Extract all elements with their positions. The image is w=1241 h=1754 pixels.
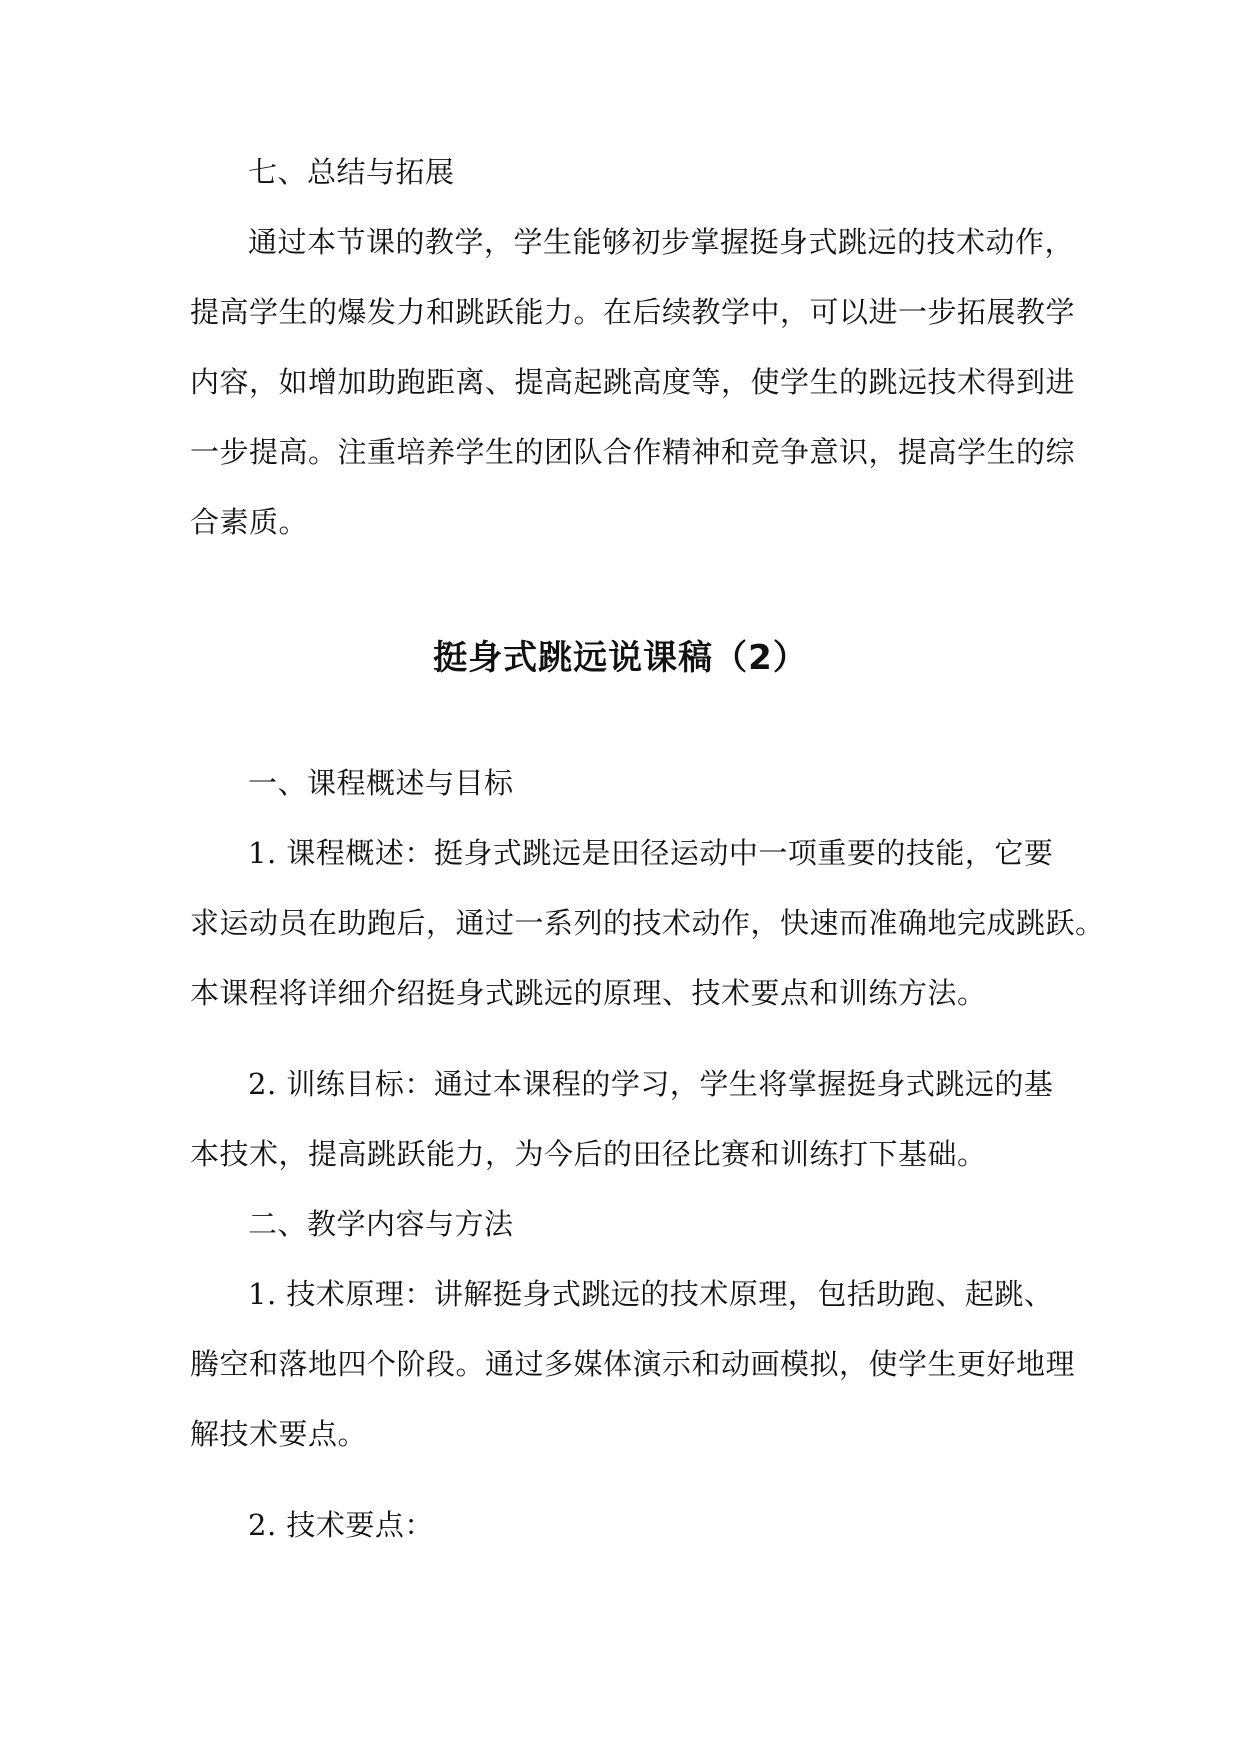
paragraph-line: 2. 训练目标：通过本课程的学习，学生将掌握挺身式跳远的基 (248, 1067, 1054, 1101)
paragraph-line: 解技术要点。 (190, 1417, 368, 1451)
paragraph-line: 1. 课程概述：挺身式跳远是田径运动中一项重要的技能，它要 (248, 836, 1054, 870)
paragraph-line: 合素质。 (190, 505, 309, 539)
paragraph-line: 腾空和落地四个阶段。通过多媒体演示和动画模拟，使学生更好地理 (190, 1347, 1076, 1381)
paragraph-line: 内容，如增加助跑距离、提高起跳高度等，使学生的跳远技术得到进 (190, 365, 1076, 399)
paragraph-line: 通过本节课的教学，学生能够初步掌握挺身式跳远的技术动作， (248, 225, 1075, 259)
section-heading-summary: 七、总结与拓展 (248, 155, 455, 189)
content-item-2-heading: 2. 技术要点： (248, 1508, 434, 1542)
paragraph-line: 一步提高。注重培养学生的团队合作精神和竞争意识，提高学生的综 (190, 435, 1076, 469)
paragraph-line: 1. 技术原理：讲解挺身式跳远的技术原理，包括助跑、起跳、 (248, 1277, 1054, 1311)
paragraph-line: 本技术，提高跳跃能力，为今后的田径比赛和训练打下基础。 (190, 1137, 987, 1171)
paragraph-line: 本课程将详细介绍挺身式跳远的原理、技术要点和训练方法。 (190, 976, 987, 1010)
document-title: 挺身式跳远说课稿（2） (433, 638, 808, 678)
section-heading-content: 二、教学内容与方法 (248, 1207, 514, 1241)
section-heading-overview: 一、课程概述与目标 (248, 766, 514, 800)
paragraph-line: 提高学生的爆发力和跳跃能力。在后续教学中，可以进一步拓展教学 (190, 295, 1076, 329)
paragraph-line: 求运动员在助跑后，通过一系列的技术动作，快速而准确地完成跳跃。 (190, 906, 1105, 940)
